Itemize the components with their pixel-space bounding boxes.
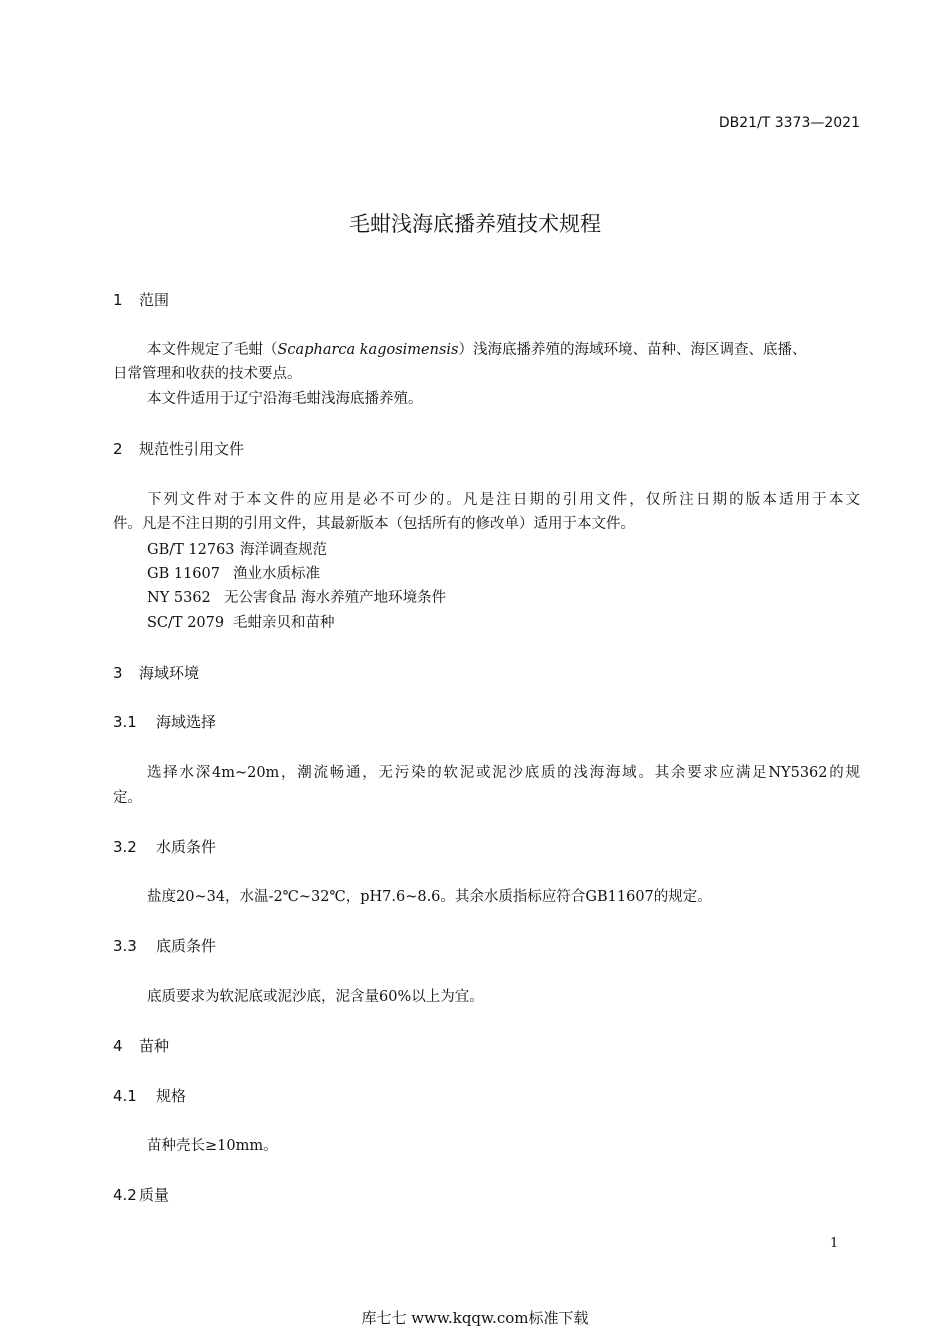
subsection-title: 水质条件 [156,838,217,856]
section-title: 海域环境 [139,664,200,682]
section-number: 2 [113,440,123,458]
section-number: 1 [113,291,123,309]
reference-title: 海洋调查规范 [240,542,327,558]
paragraph-references-intro-cont: 件。凡是不注日期的引用文件，其最新版本（包括所有的修改单）适用于本文件。 [113,516,635,532]
subsection-number: 3.1 [113,713,137,731]
subsection-number: 4.1 [113,1087,137,1105]
section-number: 3 [113,664,123,682]
reference-code: NY 5362 [147,590,211,606]
section-heading-4 [113,1035,169,1056]
reference-item [147,538,327,559]
document-number: DB21/T 3373—2021 [718,115,860,131]
reference-code: SC/T 2079 [147,615,225,631]
footer-watermark: 库七七 www.kqqw.com标准下载 [361,1309,589,1327]
subsection-number: 4.2 [113,1186,137,1204]
subsection-title: 规格 [156,1087,187,1105]
reference-item [147,562,320,583]
subsection-heading-3-2 [113,836,216,857]
paragraph-sea-area-cont: 定。 [113,790,142,806]
reference-code: GB 11607 [147,566,220,582]
section-title: 苗种 [139,1037,170,1055]
subsection-title: 海域选择 [156,713,217,731]
paragraph-scope-1-cont: 日常管理和收获的技术要点。 [113,366,302,382]
subsection-heading-4-2 [113,1184,169,1205]
reference-title: 毛蚶亲贝和苗种 [233,615,335,631]
paragraph-water-quality: 盐度20~34，水温-2℃~32℃，pH7.6~8.6。其余水质指标应符合GB11607的规定。 [147,889,712,905]
subsection-heading-3-1 [113,711,216,732]
section-heading-2 [113,438,244,459]
subsection-title: 质量 [139,1186,170,1204]
text-run: ）浅海底播养殖的海域环境、苗种、海区调查、底播、 [458,342,807,358]
latin-species-name: Scapharca kagosimensis [277,342,459,358]
subsection-number: 3.3 [113,937,137,955]
page-number: 1 [830,1236,839,1251]
paragraph-scope-2: 本文件适用于辽宁沿海毛蚶浅海底播养殖。 [147,391,423,407]
paragraph-scope-1 [147,338,806,359]
text-run: 本文件规定了毛蚶（ [147,342,278,358]
paragraph-references-intro: 下列文件对于本文件的应用是必不可少的。凡是注日期的引用文件，仅所注日期的版本适用于本文 [147,492,860,508]
paragraph-sea-area: 选择水深4m~20m，潮流畅通，无污染的软泥或泥沙底质的浅海海域。其余要求应满足NY5362的规 [147,765,860,781]
reference-item [147,586,446,607]
reference-title: 渔业水质标准 [233,566,320,582]
reference-code: GB/T 12763 [147,542,235,558]
subsection-title: 底质条件 [156,937,217,955]
section-heading-3 [113,662,199,683]
reference-title: 无公害食品 海水养殖产地环境条件 [224,590,447,606]
reference-item [147,611,335,632]
paragraph-substrate: 底质要求为软泥底或泥沙底，泥含量60%以上为宜。 [147,989,484,1005]
section-title: 范围 [139,291,170,309]
paragraph-spec: 苗种壳长≥10mm。 [147,1138,278,1154]
subsection-number: 3.2 [113,838,137,856]
subsection-heading-4-1 [113,1085,186,1106]
page-title: 毛蚶浅海底播养殖技术规程 [349,212,601,236]
section-number: 4 [113,1037,123,1055]
section-heading-1 [113,289,169,310]
subsection-heading-3-3 [113,935,216,956]
section-title: 规范性引用文件 [139,440,245,458]
